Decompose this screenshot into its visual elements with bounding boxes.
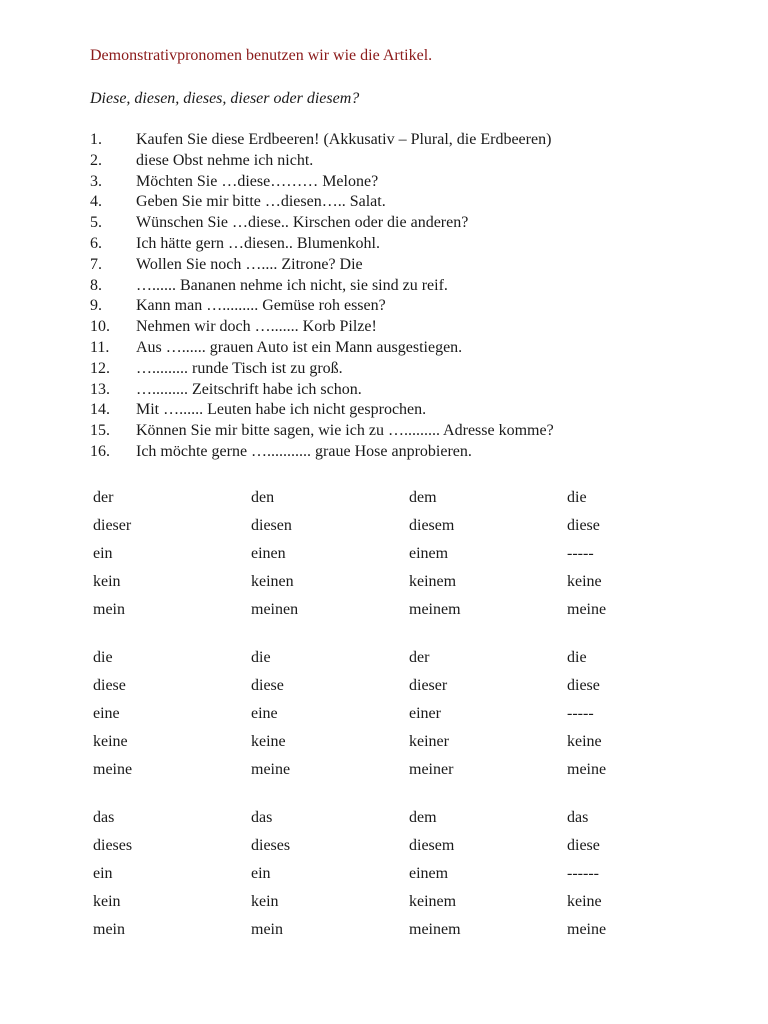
table-row (93, 888, 725, 916)
exercise-item (90, 255, 554, 276)
exercise-text: diese Obst nehme ich nicht. (136, 151, 314, 169)
table-cell: diese (251, 677, 284, 694)
table-cell: keinem (409, 893, 457, 910)
table-cell: diese (93, 677, 126, 694)
table-cell: dieses (251, 837, 291, 854)
exercise-item (90, 130, 554, 151)
table-cell: keine (251, 733, 286, 750)
exercise-item (90, 338, 554, 359)
table-cell: meine (567, 601, 607, 618)
exercise-item (90, 359, 554, 380)
table-cell: ein (251, 865, 271, 882)
table-cell: diese (567, 677, 600, 694)
table-row (93, 832, 725, 860)
table-row (93, 484, 725, 512)
exercise-item (90, 380, 554, 401)
declension-table-neuter (93, 804, 725, 944)
table-cell: die (251, 649, 271, 666)
exercise-number: 5. (90, 214, 102, 232)
table-cell: diesen (251, 517, 292, 534)
declension-table-masculine (93, 484, 725, 624)
exercise-item (90, 151, 554, 172)
exercise-instruction: Diese, diesen, dieses, dieser oder diesem? (90, 90, 360, 107)
exercise-text: …...... Bananen nehme ich nicht, sie sind zu reif. (136, 276, 448, 294)
table-cell: die (567, 489, 587, 506)
exercise-item (90, 421, 554, 442)
exercise-item (90, 192, 554, 213)
table-cell: die (567, 649, 587, 666)
exercise-number: 15. (90, 422, 110, 440)
exercise-number: 8. (90, 276, 102, 294)
exercise-number: 7. (90, 255, 102, 273)
exercise-number: 4. (90, 193, 102, 211)
table-cell: kein (93, 893, 121, 910)
table-row (93, 804, 725, 832)
table-row (93, 512, 725, 540)
table-cell: der (93, 489, 114, 506)
table-cell: ----- (567, 705, 594, 722)
table-cell: meine (567, 761, 607, 778)
table-row (93, 916, 725, 944)
table-cell: die (93, 649, 113, 666)
exercise-list (90, 130, 554, 463)
table-row (93, 596, 725, 624)
table-cell: meinem (409, 601, 461, 618)
table-cell: einen (251, 545, 286, 562)
table-row (93, 756, 725, 784)
table-cell: mein (93, 921, 125, 938)
table-cell: meine (567, 921, 607, 938)
table-cell: meinen (251, 601, 299, 618)
exercise-item (90, 172, 554, 193)
table-cell: ------ (567, 865, 599, 882)
table-cell: keinem (409, 573, 457, 590)
exercise-number: 1. (90, 131, 102, 148)
table-cell: keine (567, 733, 602, 750)
table-cell: ein (93, 865, 113, 882)
exercise-item (90, 234, 554, 255)
exercise-text: …......... Zeitschrift habe ich schon. (136, 380, 362, 398)
exercise-number: 16. (90, 442, 110, 460)
exercise-text: Kaufen Sie diese Erdbeeren! (Akkusativ – Plural, die Erdbeeren) (136, 131, 552, 148)
table-cell: der (409, 649, 430, 666)
exercise-text: Ich hätte gern …diesen.. Blumenkohl. (136, 234, 380, 252)
exercise-text: …......... runde Tisch ist zu groß. (136, 359, 343, 377)
exercise-text: Ich möchte gerne …........... graue Hose anprobieren. (136, 442, 472, 460)
exercise-item (90, 296, 554, 317)
table-cell: keinen (251, 573, 294, 590)
table-cell: eine (93, 705, 120, 722)
table-cell: dieser (93, 517, 132, 534)
table-cell: diese (567, 837, 600, 854)
table-cell: diese (567, 517, 600, 534)
table-cell: dieser (409, 677, 448, 694)
table-row (93, 700, 725, 728)
table-cell: keiner (409, 733, 449, 750)
table-cell: meine (251, 761, 291, 778)
table-cell: ein (93, 545, 113, 562)
exercise-item (90, 400, 554, 421)
exercise-item (90, 442, 554, 463)
exercise-number: 12. (90, 359, 110, 377)
exercise-text: Möchten Sie …diese……… Melone? (136, 172, 379, 190)
table-cell: dem (409, 809, 437, 826)
exercise-item (90, 276, 554, 297)
exercise-text: Aus …...... grauen Auto ist ein Mann ausgestiegen. (136, 338, 463, 356)
exercise-text: Geben Sie mir bitte …diesen….. Salat. (136, 193, 386, 211)
exercise-number: 11. (90, 338, 110, 356)
exercise-number: 13. (90, 380, 110, 398)
exercise-item (90, 317, 554, 338)
exercise-number: 9. (90, 297, 102, 315)
exercise-text: Kann man …......... Gemüse roh essen? (136, 297, 386, 315)
exercise-number: 2. (90, 151, 102, 169)
exercise-number: 10. (90, 318, 110, 336)
table-cell: mein (93, 601, 125, 618)
table-cell: keine (567, 573, 602, 590)
table-row (93, 728, 725, 756)
table-cell: meine (93, 761, 133, 778)
exercise-number: 14. (90, 401, 110, 419)
table-cell: meiner (409, 761, 454, 778)
exercise-item (90, 213, 554, 234)
table-row (93, 672, 725, 700)
exercise-text: Können Sie mir bitte sagen, wie ich zu …......... Adresse komme? (136, 422, 554, 440)
exercise-text: Wünschen Sie …diese.. Kirschen oder die anderen? (136, 214, 469, 232)
declension-table-feminine (93, 644, 725, 784)
table-cell: keine (93, 733, 128, 750)
table-cell: das (251, 809, 273, 826)
table-row (93, 540, 725, 568)
table-cell: mein (251, 921, 283, 938)
table-cell: diesem (409, 837, 455, 854)
exercise-number: 6. (90, 234, 102, 252)
table-cell: meinem (409, 921, 461, 938)
table-cell: einem (409, 545, 449, 562)
table-cell: eine (251, 705, 278, 722)
table-cell: das (93, 809, 115, 826)
table-cell: keine (567, 893, 602, 910)
table-cell: diesem (409, 517, 455, 534)
table-cell: kein (93, 573, 121, 590)
table-cell: einem (409, 865, 449, 882)
exercise-text: Nehmen wir doch …....... Korb Pilze! (136, 318, 377, 336)
table-row (93, 860, 725, 888)
exercise-text: Mit …...... Leuten habe ich nicht gesprochen. (136, 401, 427, 419)
page-title: Demonstrativpronomen benutzen wir wie die Artikel. (90, 47, 433, 64)
table-row (93, 644, 725, 672)
table-cell: einer (409, 705, 441, 722)
table-row (93, 568, 725, 596)
table-cell: den (251, 489, 275, 506)
table-cell: das (567, 809, 589, 826)
table-cell: dieses (93, 837, 133, 854)
table-cell: kein (251, 893, 279, 910)
table-cell: ----- (567, 545, 594, 562)
table-cell: dem (409, 489, 437, 506)
exercise-number: 3. (90, 172, 102, 190)
exercise-text: Wollen Sie noch ….... Zitrone? Die (136, 255, 363, 273)
